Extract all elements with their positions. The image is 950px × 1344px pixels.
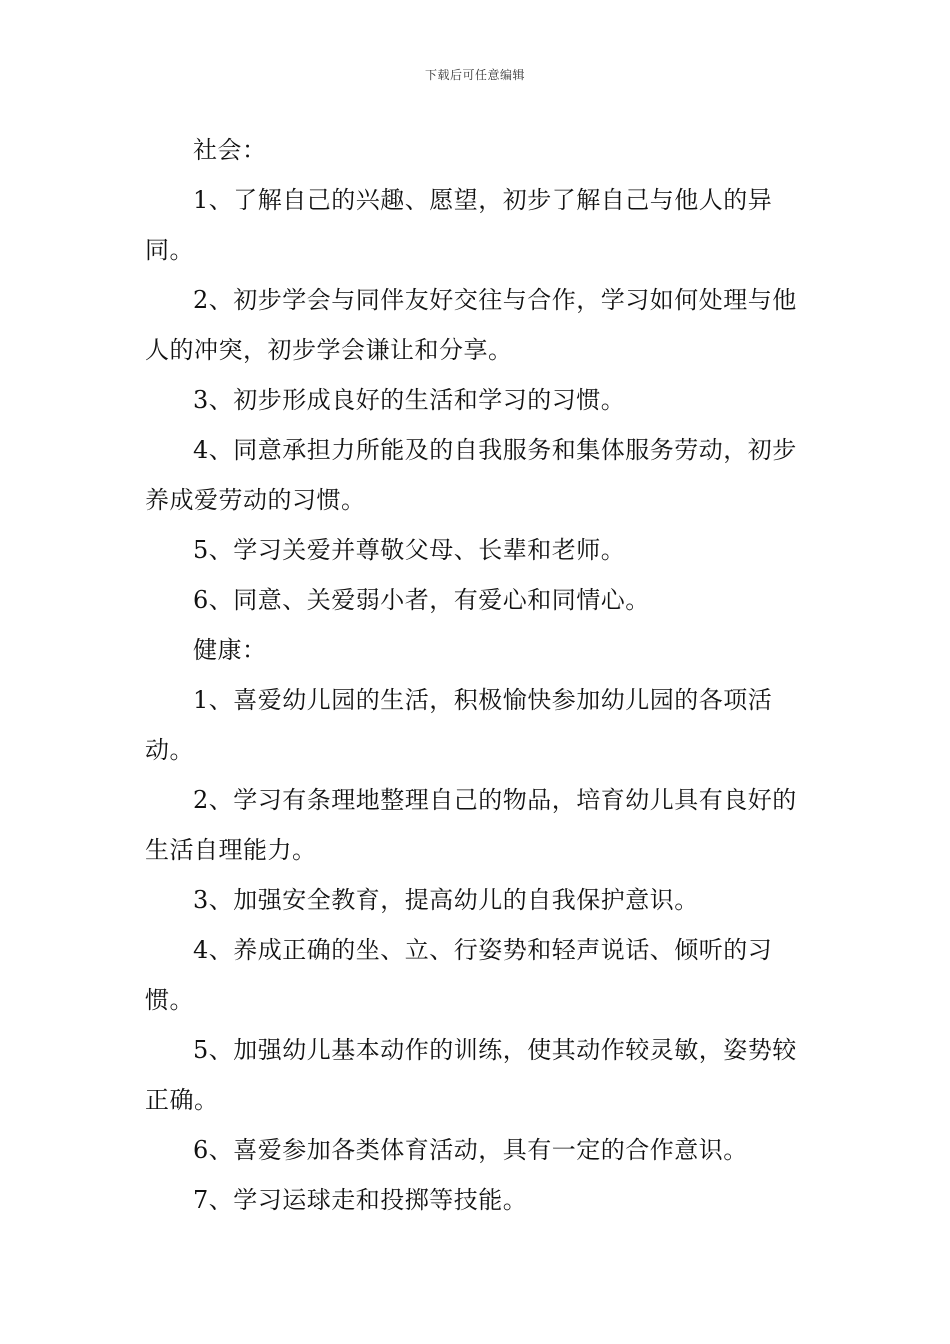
section-heading-health: 健康： bbox=[193, 636, 267, 664]
paragraph: 3、初步形成良好的生活和学习的习惯。 bbox=[193, 386, 626, 414]
paragraph: 2、初步学会与同伴友好交往与合作，学习如何处理与他人的冲突，初步学会谦让和分享。 bbox=[145, 286, 797, 364]
paragraph: 4、同意承担力所能及的自我服务和集体服务劳动，初步养成爱劳动的习惯。 bbox=[145, 436, 797, 514]
paragraph: 5、学习关爱并尊敬父母、长辈和老师。 bbox=[193, 536, 626, 564]
section-heading-social: 社会： bbox=[193, 136, 267, 164]
paragraph: 1、了解自己的兴趣、愿望，初步了解自己与他人的异同。 bbox=[145, 186, 773, 264]
paragraph: 6、同意、关爱弱小者，有爱心和同情心。 bbox=[193, 586, 650, 614]
paragraph: 2、学习有条理地整理自己的物品，培育幼儿具有良好的生活自理能力。 bbox=[145, 786, 797, 864]
paragraph: 4、养成正确的坐、立、行姿势和轻声说话、倾听的习惯。 bbox=[145, 936, 773, 1014]
header-note: 下载后可任意编辑 bbox=[424, 68, 525, 82]
document-body bbox=[145, 125, 807, 1225]
paragraph: 3、加强安全教育，提高幼儿的自我保护意识。 bbox=[193, 886, 699, 914]
paragraph: 7、学习运球走和投掷等技能。 bbox=[193, 1186, 528, 1214]
paragraph: 6、喜爱参加各类体育活动，具有一定的合作意识。 bbox=[193, 1136, 748, 1164]
paragraph: 5、加强幼儿基本动作的训练，使其动作较灵敏，姿势较正确。 bbox=[145, 1036, 797, 1114]
paragraph: 1、喜爱幼儿园的生活，积极愉快参加幼儿园的各项活动。 bbox=[145, 686, 773, 764]
